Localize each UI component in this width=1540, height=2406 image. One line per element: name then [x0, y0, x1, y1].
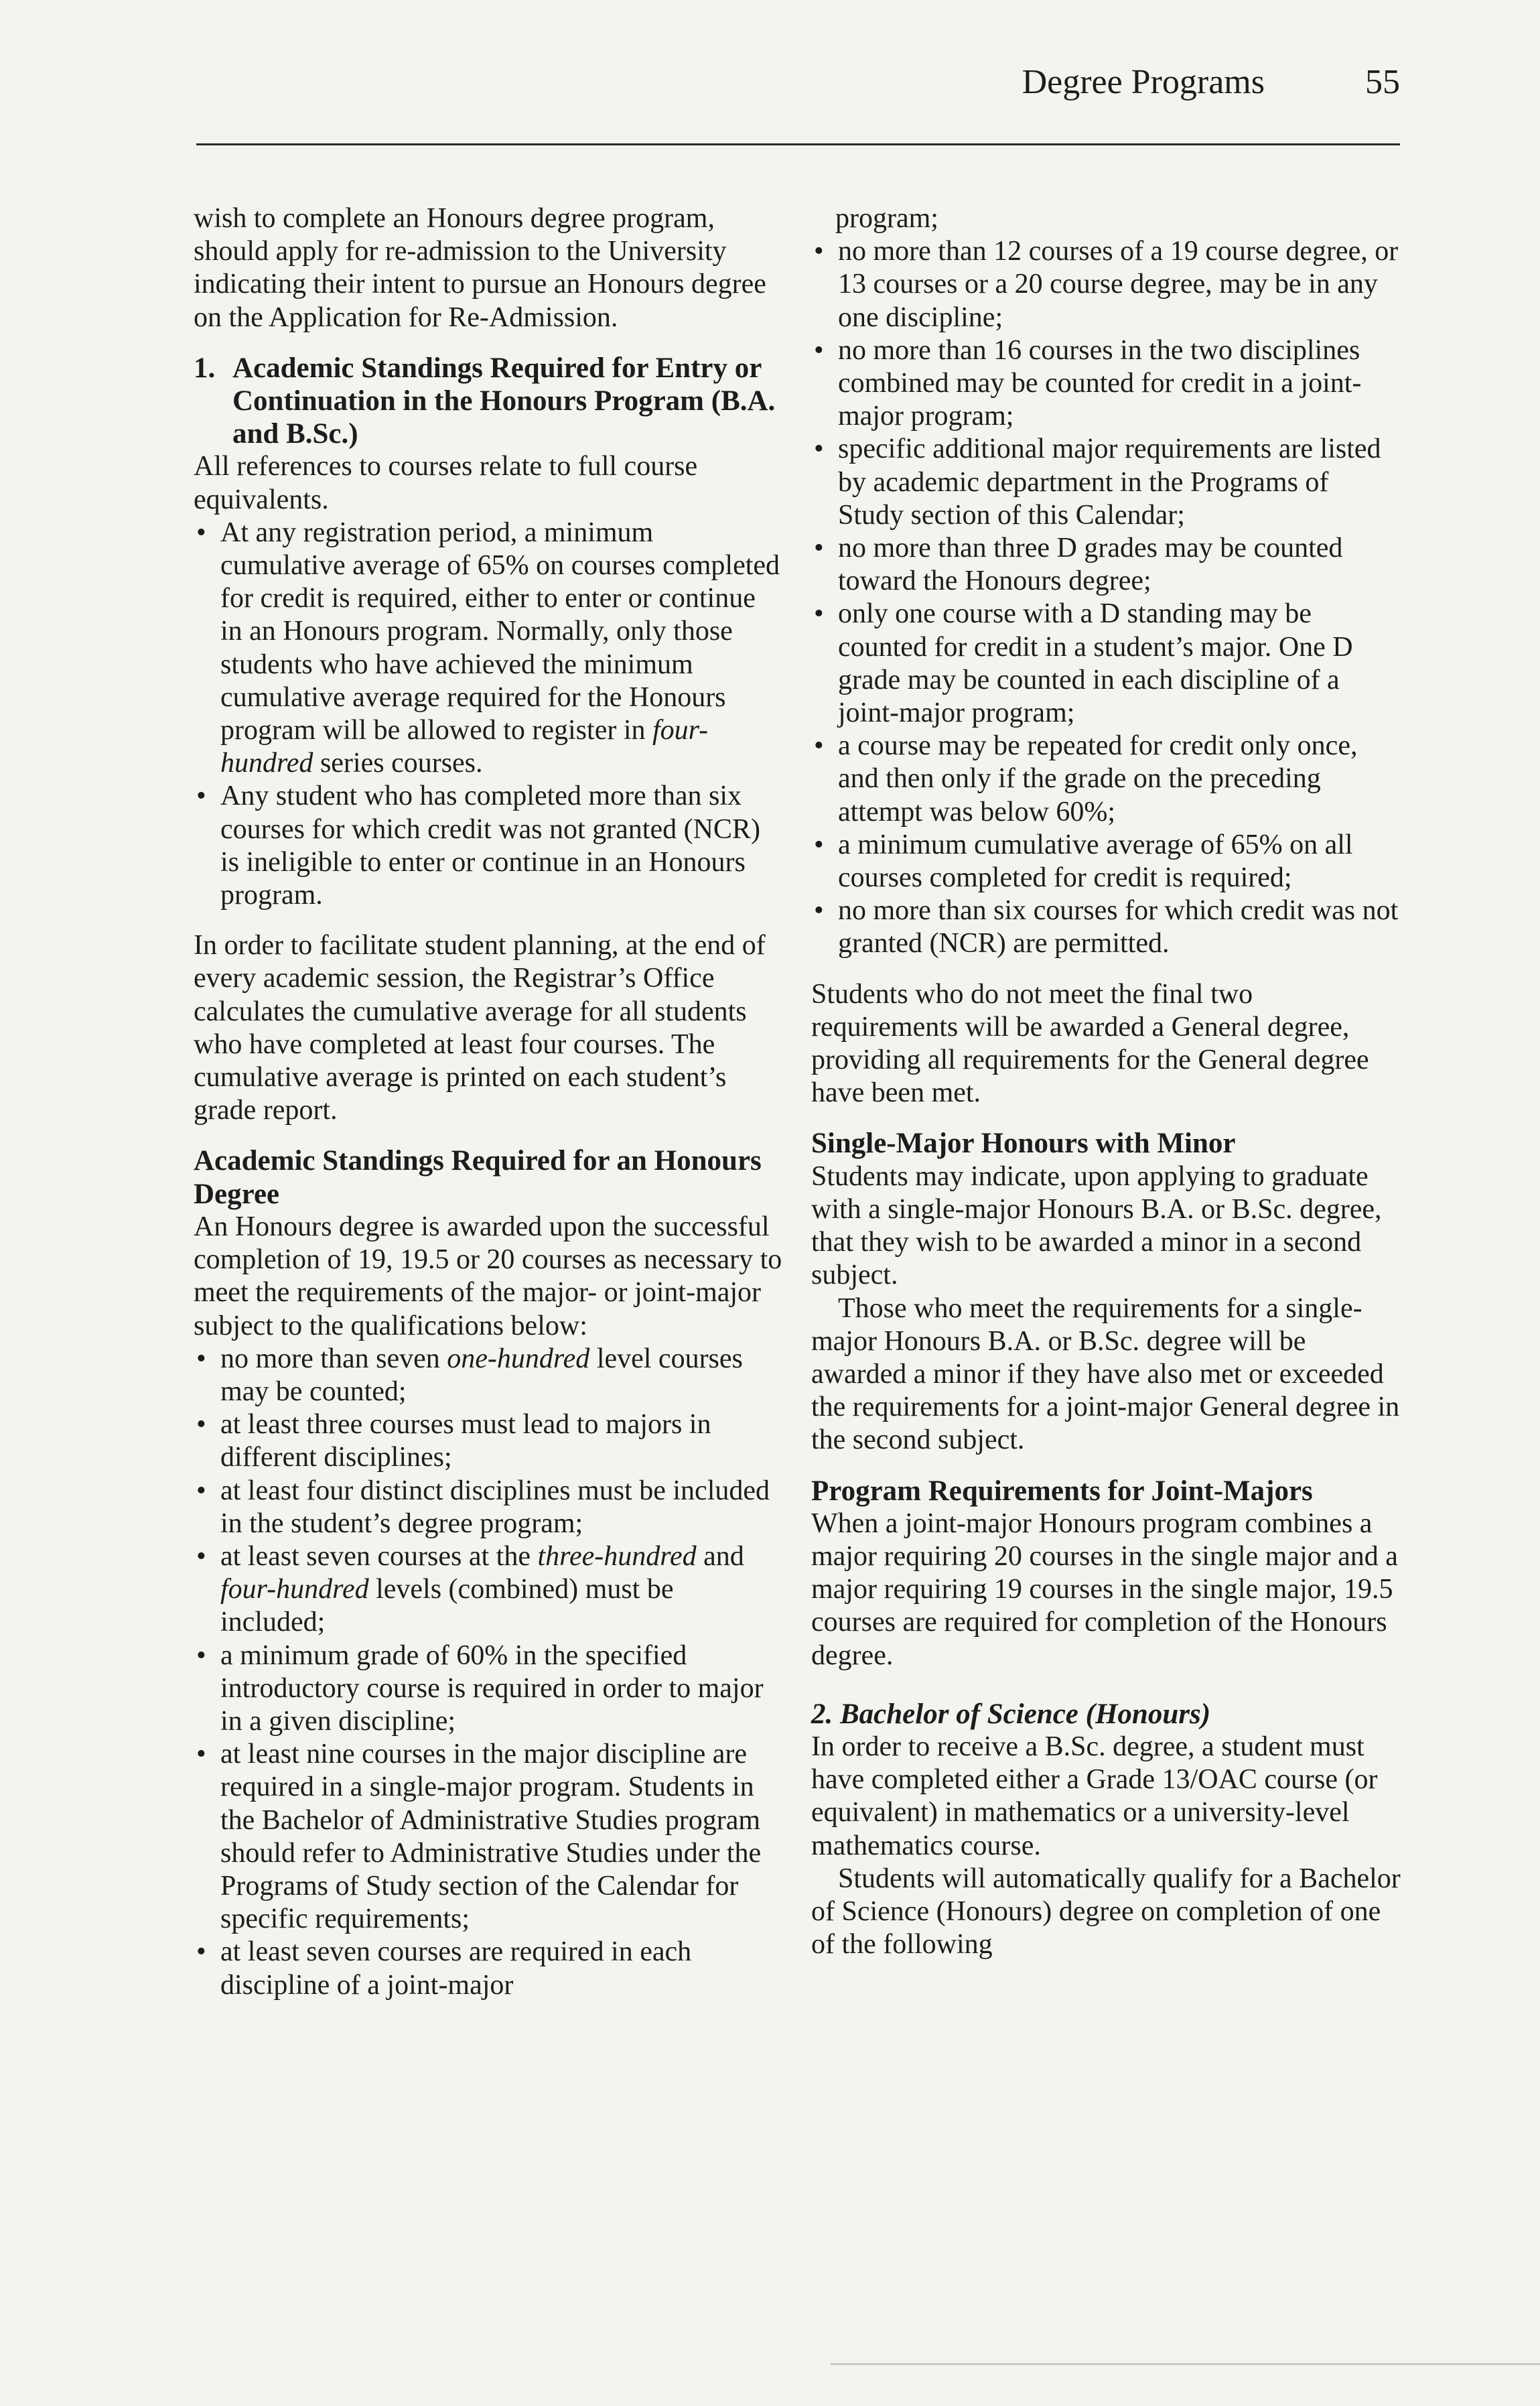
heading-text: Academic Standings Required for Entry or Continuation in the Honours Program (B.A. and B.Sc.) — [232, 352, 776, 450]
bullet-icon: • — [196, 1409, 206, 1441]
scan-edge-line — [831, 2363, 1540, 2365]
list-item: • specific additional major requirements are listed by academic department in the Programs of Study section of this Calendar; — [814, 433, 1381, 531]
list-item: • a course may be repeated for credit only once, and then only if the grade on the preceding attempt was below 60%; — [814, 730, 1358, 827]
intro-paragraph: wish to complete an Honours degree program, should apply for re-admission to the University indicating their intent to pursue an Honours degree on the Application for Re-Admission. — [194, 203, 766, 333]
bullet-icon: • — [814, 236, 824, 267]
left-column — [194, 202, 783, 2002]
paragraph-bsc-qualify: Students will automatically qualify for a Bachelor of Science (Honours) degree on completion of one of the following — [811, 1863, 1401, 1960]
list-item: • no more than 16 courses in the two disciplines combined may be counted for credit in a joint-major program; — [814, 334, 1362, 432]
bullet-icon: • — [196, 1936, 206, 1968]
list-item: • at least nine courses in the major discipline are required in a single-major program. Students in the Bachelor of Administrative Studies program should refer to Administrative Studies under the Programs of Study section of the Calendar for specific requirements; — [196, 1739, 762, 1935]
honours-degree-requirements-list — [811, 235, 1401, 960]
paragraph-full-course-equivalents: All references to courses relate to full course equivalents. — [194, 451, 698, 515]
bullet-icon: • — [196, 1475, 206, 1506]
list-item: • Any student who has completed more than six courses for which credit was not granted (NCR) is ineligible to enter or continue in an Honours program. — [196, 781, 760, 911]
bullet-icon: • — [196, 1540, 206, 1572]
bullet-icon: • — [196, 1739, 206, 1770]
list-item: • at least seven courses are required in each discipline of a joint-major — [196, 1936, 692, 2001]
list-item: • at least four distinct disciplines must be included in the student’s degree program; — [196, 1475, 770, 1539]
entry-requirements-list — [194, 517, 783, 912]
paragraph-student-planning: In order to facilitate student planning, at the end of every academic session, the Registrar’s Office calculates the cumulative average for all students who have completed at least four courses. The cumulative average is printed on each student’s grade report. — [194, 930, 766, 1126]
list-item: • no more than seven one-hundred level courses may be counted; — [196, 1343, 743, 1407]
heading-honours-degree-standings: Academic Standings Required for an Honours Degree — [194, 1145, 762, 1210]
page-number: 55 — [1365, 63, 1400, 101]
bullet-icon: • — [196, 1343, 206, 1374]
list-item: • At any registration period, a minimum cumulative average of 65% on courses completed for credit is required, either to enter or continue in an Honours program. Normally, only those students who have achieved the minimum cumulative average required for the Honours program will be allowed to register in four-hundred series courses. — [196, 517, 780, 779]
list-item: • no more than 12 courses of a 19 course degree, or 13 courses or a 20 course degree, may be in any one discipline; — [814, 236, 1399, 333]
bullet-icon: • — [814, 533, 824, 564]
bullet-icon: • — [814, 433, 824, 465]
bullet-icon: • — [196, 781, 206, 812]
list-item: • no more than six courses for which credit was not granted (NCR) are permitted. — [814, 895, 1399, 959]
bullet-icon: • — [814, 829, 824, 860]
running-header — [0, 59, 1400, 106]
heading-number: 1. — [194, 352, 216, 384]
header-rule — [196, 143, 1400, 145]
list-item: • only one course with a D standing may be counted for credit in a student’s major. One D grade may be counted in each discipline of a joint-major program; — [814, 598, 1353, 729]
bullet-icon: • — [196, 517, 206, 548]
paragraph-honours-degree: An Honours degree is awarded upon the successful completion of 19, 19.5 or 20 courses as necessary to meet the requirements of the major- or joint-major subject to the qualifications below: — [194, 1211, 782, 1341]
heading-single-major-minor: Single-Major Honours with Minor — [811, 1128, 1236, 1160]
header-section-title: Degree Programs — [1022, 63, 1265, 101]
paragraph-minor-request: Students may indicate, upon applying to graduate with a single-major Honours B.A. or B.Sc. degree, that they wish to be awarded a minor in a second subject. — [811, 1160, 1382, 1291]
heading-bachelor-of-science: 2. Bachelor of Science (Honours) — [811, 1698, 1211, 1730]
bullet-icon: • — [196, 1640, 206, 1671]
right-column — [811, 202, 1401, 1961]
heading-joint-majors: Program Requirements for Joint-Majors — [811, 1475, 1313, 1507]
qualifications-list — [194, 1343, 783, 2002]
continued-text: program; — [835, 203, 938, 234]
paragraph-general-degree-fallback: Students who do not meet the final two requirements will be awarded a General degree, providing all requirements for the General degree have been met. — [811, 978, 1369, 1109]
bullet-icon: • — [814, 334, 824, 366]
bullet-icon: • — [814, 895, 824, 927]
list-item: • at least three courses must lead to majors in different disciplines; — [196, 1409, 711, 1473]
bullet-icon: • — [814, 730, 824, 762]
list-item: • a minimum grade of 60% in the specified introductory course is required in order to major in a given discipline; — [196, 1640, 764, 1737]
list-item: • at least seven courses at the three-hundred and four-hundred levels (combined) must be included; — [196, 1540, 744, 1638]
paragraph-minor-award: Those who meet the requirements for a single-major Honours B.A. or B.Sc. degree will be awarded a minor if they have also met or exceeded the requirements for a joint-major General degree in the second subject. — [811, 1292, 1400, 1456]
heading-entry-standings — [194, 352, 783, 451]
paragraph-joint-majors: When a joint-major Honours program combines a major requiring 20 courses in the single major and a major requiring 19 courses in the single major, 19.5 courses are required for completion of the Honours degree. — [811, 1508, 1398, 1671]
list-item: • a minimum cumulative average of 65% on all courses completed for credit is required; — [814, 829, 1353, 894]
paragraph-bsc-math: In order to receive a B.Sc. degree, a student must have completed either a Grade 13/OAC course (or equivalent) in mathematics or a university-level mathematics course. — [811, 1731, 1378, 1861]
bullet-icon: • — [814, 598, 824, 630]
list-item: • no more than three D grades may be counted toward the Honours degree; — [814, 533, 1343, 597]
